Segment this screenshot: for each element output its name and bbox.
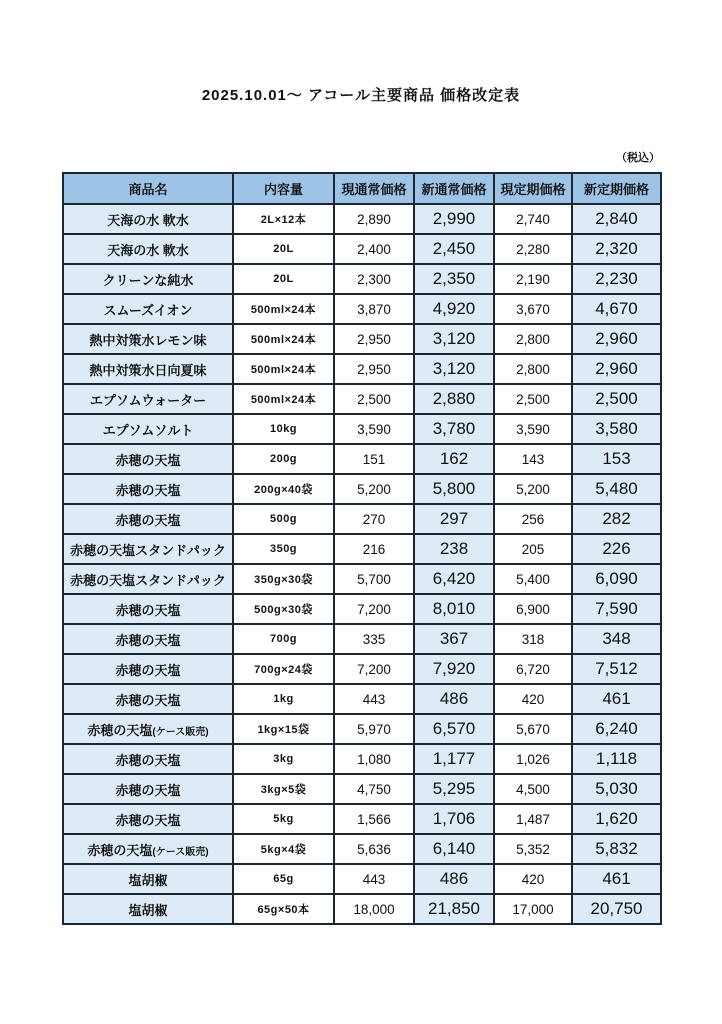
new-regular-price-cell: 7,920	[414, 654, 494, 684]
table-row	[63, 294, 661, 324]
new-subscription-price-cell: 5,030	[572, 774, 661, 804]
current-subscription-price-cell: 3,590	[494, 414, 572, 444]
current-subscription-price-cell: 6,900	[494, 594, 572, 624]
volume-cell: 500ml×24本	[233, 384, 334, 414]
new-subscription-price-cell: 348	[572, 624, 661, 654]
current-regular-price-cell: 2,300	[334, 264, 414, 294]
column-header-current-regular-price: 現通常価格	[334, 173, 414, 204]
product-name: 赤穂の天塩	[115, 662, 181, 678]
table-row	[63, 204, 661, 234]
new-subscription-price-cell: 2,840	[572, 204, 661, 234]
current-subscription-price-cell: 4,500	[494, 774, 572, 804]
price-revision-table	[62, 172, 662, 925]
product-name: 赤穂の天塩	[115, 632, 181, 648]
new-regular-price-cell: 2,880	[414, 384, 494, 414]
current-subscription-price-cell: 2,740	[494, 204, 572, 234]
table-row	[63, 414, 661, 444]
volume-cell: 500ml×24本	[233, 324, 334, 354]
new-subscription-price-cell: 226	[572, 534, 661, 564]
new-subscription-price-cell: 2,960	[572, 354, 661, 384]
product-name: 赤穂の天塩	[115, 812, 181, 828]
current-regular-price-cell: 216	[334, 534, 414, 564]
product-name-cell	[63, 564, 233, 594]
product-name-cell	[63, 894, 233, 924]
new-regular-price-cell: 8,010	[414, 594, 494, 624]
new-subscription-price-cell: 7,590	[572, 594, 661, 624]
product-name-cell	[63, 594, 233, 624]
new-subscription-price-cell: 4,670	[572, 294, 661, 324]
new-regular-price-cell: 2,450	[414, 234, 494, 264]
new-subscription-price-cell: 2,230	[572, 264, 661, 294]
product-name-cell	[63, 624, 233, 654]
current-subscription-price-cell: 5,200	[494, 474, 572, 504]
table-row	[63, 564, 661, 594]
table-row	[63, 534, 661, 564]
current-subscription-price-cell: 2,280	[494, 234, 572, 264]
product-name: 天海の水 軟水	[107, 212, 189, 228]
product-name-cell	[63, 504, 233, 534]
product-name-cell	[63, 204, 233, 234]
volume-cell: 500ml×24本	[233, 354, 334, 384]
new-regular-price-cell: 6,570	[414, 714, 494, 744]
new-regular-price-cell: 3,120	[414, 324, 494, 354]
new-subscription-price-cell: 6,090	[572, 564, 661, 594]
new-regular-price-cell: 1,706	[414, 804, 494, 834]
volume-cell: 3kg×5袋	[233, 774, 334, 804]
new-subscription-price-cell: 6,240	[572, 714, 661, 744]
product-name: 赤穂の天塩	[87, 842, 153, 858]
volume-cell: 500g×30袋	[233, 594, 334, 624]
current-regular-price-cell: 443	[334, 684, 414, 714]
product-name: 熱中対策水日向夏味	[89, 362, 207, 378]
volume-cell: 10kg	[233, 414, 334, 444]
table-row	[63, 504, 661, 534]
new-subscription-price-cell: 7,512	[572, 654, 661, 684]
product-name: 赤穂の天塩	[115, 602, 181, 618]
new-regular-price-cell: 1,177	[414, 744, 494, 774]
product-name: エプソムソルト	[102, 422, 194, 438]
current-subscription-price-cell: 5,670	[494, 714, 572, 744]
table-row	[63, 234, 661, 264]
current-subscription-price-cell: 2,190	[494, 264, 572, 294]
new-subscription-price-cell: 2,500	[572, 384, 661, 414]
table-row	[63, 264, 661, 294]
current-regular-price-cell: 7,200	[334, 654, 414, 684]
product-name: 赤穂の天塩	[115, 452, 181, 468]
product-name: 赤穂の天塩	[115, 752, 181, 768]
product-name-cell	[63, 324, 233, 354]
new-regular-price-cell: 297	[414, 504, 494, 534]
new-regular-price-cell: 3,120	[414, 354, 494, 384]
current-subscription-price-cell: 2,800	[494, 354, 572, 384]
current-regular-price-cell: 7,200	[334, 594, 414, 624]
product-name-cell	[63, 714, 233, 744]
current-subscription-price-cell: 2,500	[494, 384, 572, 414]
new-regular-price-cell: 6,420	[414, 564, 494, 594]
product-name: 赤穂の天塩	[115, 782, 181, 798]
product-name-cell	[63, 234, 233, 264]
product-name-cell	[63, 414, 233, 444]
current-regular-price-cell: 5,200	[334, 474, 414, 504]
current-subscription-price-cell: 1,487	[494, 804, 572, 834]
new-regular-price-cell: 162	[414, 444, 494, 474]
table-row	[63, 834, 661, 864]
volume-cell: 1kg	[233, 684, 334, 714]
current-subscription-price-cell: 5,352	[494, 834, 572, 864]
volume-cell: 200g	[233, 444, 334, 474]
product-name-cell	[63, 354, 233, 384]
product-name: 赤穂の天塩	[115, 482, 181, 498]
new-regular-price-cell: 6,140	[414, 834, 494, 864]
volume-cell: 65g×50本	[233, 894, 334, 924]
column-header-new-regular-price: 新通常価格	[414, 173, 494, 204]
product-name-cell	[63, 774, 233, 804]
product-name-cell	[63, 444, 233, 474]
table-row	[63, 774, 661, 804]
product-name-cell	[63, 474, 233, 504]
table-row	[63, 594, 661, 624]
new-subscription-price-cell: 2,960	[572, 324, 661, 354]
current-regular-price-cell: 5,700	[334, 564, 414, 594]
product-name: 塩胡椒	[128, 902, 168, 918]
new-subscription-price-cell: 20,750	[572, 894, 661, 924]
volume-cell: 2L×12本	[233, 204, 334, 234]
volume-cell: 3kg	[233, 744, 334, 774]
volume-cell: 700g×24袋	[233, 654, 334, 684]
new-subscription-price-cell: 461	[572, 864, 661, 894]
volume-cell: 20L	[233, 264, 334, 294]
volume-cell: 200g×40袋	[233, 474, 334, 504]
product-name-cell	[63, 294, 233, 324]
tax-included-note: （税込）	[616, 152, 660, 164]
new-subscription-price-cell: 1,118	[572, 744, 661, 774]
current-subscription-price-cell: 2,800	[494, 324, 572, 354]
volume-cell: 350g	[233, 534, 334, 564]
page-title: 2025.10.01～ アコール主要商品 価格改定表	[201, 87, 521, 104]
current-regular-price-cell: 151	[334, 444, 414, 474]
current-regular-price-cell: 3,870	[334, 294, 414, 324]
volume-cell: 20L	[233, 234, 334, 264]
table-row	[63, 384, 661, 414]
product-name: スムーズイオン	[103, 302, 193, 318]
product-name-note: (ケース販売)	[152, 846, 209, 858]
new-subscription-price-cell: 1,620	[572, 804, 661, 834]
current-regular-price-cell: 18,000	[334, 894, 414, 924]
column-header-product-name: 商品名	[63, 173, 233, 204]
product-name: 赤穂の天塩	[115, 512, 181, 528]
current-subscription-price-cell: 5,400	[494, 564, 572, 594]
volume-cell: 1kg×15袋	[233, 714, 334, 744]
product-name-cell	[63, 264, 233, 294]
product-name-cell	[63, 534, 233, 564]
table-row	[63, 684, 661, 714]
volume-cell: 500g	[233, 504, 334, 534]
table-row	[63, 864, 661, 894]
column-header-current-subscription-price: 現定期価格	[494, 173, 572, 204]
new-subscription-price-cell: 5,480	[572, 474, 661, 504]
new-regular-price-cell: 5,800	[414, 474, 494, 504]
product-name: 赤穂の天塩	[87, 722, 153, 738]
new-regular-price-cell: 2,990	[414, 204, 494, 234]
new-regular-price-cell: 367	[414, 624, 494, 654]
product-name: 赤穂の天塩	[115, 692, 181, 708]
table-row	[63, 354, 661, 384]
product-name: 塩胡椒	[128, 872, 168, 888]
current-subscription-price-cell: 6,720	[494, 654, 572, 684]
current-regular-price-cell: 2,890	[334, 204, 414, 234]
current-subscription-price-cell: 3,670	[494, 294, 572, 324]
new-subscription-price-cell: 461	[572, 684, 661, 714]
new-regular-price-cell: 3,780	[414, 414, 494, 444]
table-row	[63, 894, 661, 924]
current-subscription-price-cell: 318	[494, 624, 572, 654]
new-subscription-price-cell: 3,580	[572, 414, 661, 444]
current-subscription-price-cell: 1,026	[494, 744, 572, 774]
volume-cell: 5kg	[233, 804, 334, 834]
current-subscription-price-cell: 143	[494, 444, 572, 474]
new-regular-price-cell: 4,920	[414, 294, 494, 324]
table-row	[63, 624, 661, 654]
product-name-cell	[63, 384, 233, 414]
product-name: 赤穂の天塩スタンドパック	[70, 542, 226, 558]
current-regular-price-cell: 2,500	[334, 384, 414, 414]
product-name-cell	[63, 834, 233, 864]
current-regular-price-cell: 1,566	[334, 804, 414, 834]
product-name: エプソムウォーター	[89, 392, 207, 408]
table-row	[63, 474, 661, 504]
new-regular-price-cell: 238	[414, 534, 494, 564]
table-header-row	[63, 173, 661, 204]
current-regular-price-cell: 2,950	[334, 324, 414, 354]
product-name-cell	[63, 864, 233, 894]
volume-cell: 700g	[233, 624, 334, 654]
new-regular-price-cell: 2,350	[414, 264, 494, 294]
product-name: クリーンな純水	[102, 272, 194, 288]
current-regular-price-cell: 335	[334, 624, 414, 654]
current-subscription-price-cell: 205	[494, 534, 572, 564]
column-header-volume: 内容量	[233, 173, 334, 204]
column-header-new-subscription-price: 新定期価格	[572, 173, 661, 204]
volume-cell: 5kg×4袋	[233, 834, 334, 864]
current-regular-price-cell: 2,950	[334, 354, 414, 384]
current-subscription-price-cell: 420	[494, 864, 572, 894]
current-regular-price-cell: 270	[334, 504, 414, 534]
new-subscription-price-cell: 282	[572, 504, 661, 534]
current-regular-price-cell: 1,080	[334, 744, 414, 774]
current-regular-price-cell: 5,970	[334, 714, 414, 744]
product-name-cell	[63, 654, 233, 684]
product-name: 赤穂の天塩スタンドパック	[70, 572, 226, 588]
table-row	[63, 444, 661, 474]
product-name-cell	[63, 804, 233, 834]
volume-cell: 65g	[233, 864, 334, 894]
table-row	[63, 714, 661, 744]
volume-cell: 350g×30袋	[233, 564, 334, 594]
current-regular-price-cell: 3,590	[334, 414, 414, 444]
new-regular-price-cell: 486	[414, 684, 494, 714]
product-name-cell	[63, 684, 233, 714]
table-row	[63, 324, 661, 354]
new-regular-price-cell: 21,850	[414, 894, 494, 924]
current-subscription-price-cell: 420	[494, 684, 572, 714]
new-regular-price-cell: 5,295	[414, 774, 494, 804]
current-regular-price-cell: 2,400	[334, 234, 414, 264]
current-subscription-price-cell: 256	[494, 504, 572, 534]
new-subscription-price-cell: 2,320	[572, 234, 661, 264]
new-subscription-price-cell: 5,832	[572, 834, 661, 864]
product-name: 熱中対策水レモン味	[89, 332, 207, 348]
table-row	[63, 744, 661, 774]
new-regular-price-cell: 486	[414, 864, 494, 894]
current-regular-price-cell: 4,750	[334, 774, 414, 804]
current-subscription-price-cell: 17,000	[494, 894, 572, 924]
current-regular-price-cell: 443	[334, 864, 414, 894]
volume-cell: 500ml×24本	[233, 294, 334, 324]
current-regular-price-cell: 5,636	[334, 834, 414, 864]
product-name: 天海の水 軟水	[107, 242, 189, 258]
product-name-note: (ケース販売)	[152, 726, 209, 738]
table-row	[63, 654, 661, 684]
table-row	[63, 804, 661, 834]
new-subscription-price-cell: 153	[572, 444, 661, 474]
product-name-cell	[63, 744, 233, 774]
